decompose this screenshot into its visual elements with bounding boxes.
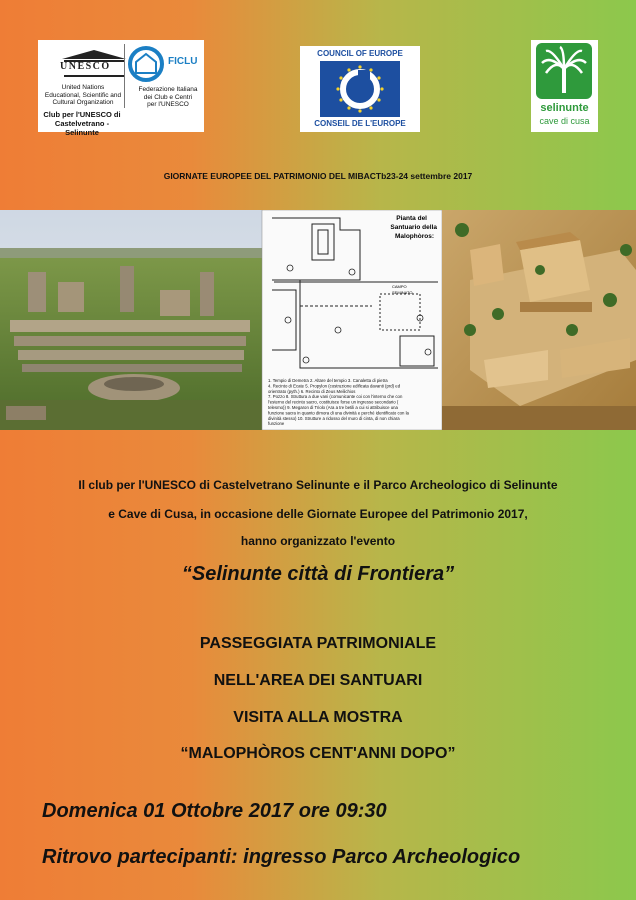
unesco-org-line: Cultural Organization [52, 99, 114, 106]
map-legend-line: funzione [268, 421, 285, 427]
map-legend-line: funzione sacra in quanto dimora di una divinità e perché identificato con la [268, 410, 409, 416]
coe-top-label: COUNCIL OF EUROPE [317, 49, 403, 58]
map-title: Pianta del [396, 215, 427, 222]
ficlu-line: per l'UNESCO [147, 101, 189, 108]
club-name-line: Club per l'UNESCO di [43, 110, 121, 119]
unesco-wordmark: UNESCO [60, 61, 111, 72]
ficlu-line: dei Club e Centri [143, 93, 193, 101]
intro-line: e Cave di Cusa, in occasione delle Giornate Europee del Patrimonio 2017, [108, 507, 528, 521]
map-title: Santuario della [390, 224, 437, 231]
coe-flag-icon [320, 61, 400, 117]
map-legend-line: divinità stesso) 10. Strutture a ridosso del muro di cinta, di non chiara [268, 415, 400, 421]
photo-strip [0, 210, 636, 430]
intro-line: Il club per l'UNESCO di Castelvetrano Selinunte e il Parco Archeologico di Selinunte [78, 478, 558, 492]
ficlu-line: Federazione Italiana [138, 86, 198, 93]
map-legend-line: 1. Tempio di Demetra 2. Altare del tempio 3. Canaletta di pietra [268, 378, 388, 383]
map-legend-line: l'esterno del recinto sacro, costituisce forse un ingresso secondario ( [268, 399, 399, 405]
club-name-line: Castelvetrano - Selinunte [54, 119, 110, 137]
palm-tree-icon [536, 43, 592, 99]
program-line: “MALOPHÒROS CENT'ANNI DOPO” [180, 745, 456, 762]
meeting-point-line: Ritrovo partecipanti: ingresso Parco Archeologico [42, 846, 521, 868]
unesco-org-line: United Nations [61, 84, 105, 91]
date-line: Domenica 01 Ottobre 2017 ore 09:30 [42, 800, 387, 822]
unesco-org-line: Educational, Scientific and [44, 91, 122, 99]
unesco-ficlu-logo [38, 40, 204, 137]
program-line: PASSEGGIATA PATRIMONIALE [199, 635, 437, 652]
map-field-label: CAMPO [392, 284, 407, 289]
map-legend-line: 7. Pozzo 8. Struttura a due vani (comunicante coi con l'interno che con [268, 394, 403, 400]
ficlu-circle-icon [128, 46, 168, 86]
heritage-days-line: GIORNATE EUROPEE DEL PATRIMONIO DEL MIBACTb23-24 settembre 2017 [163, 171, 473, 181]
map-title: Malophòros: [395, 233, 434, 240]
sanctuary-map [262, 210, 442, 430]
cave-di-cusa-label: cave di cusa [539, 116, 590, 126]
council-of-europe-logo [300, 46, 420, 132]
map-legend-line: orientrato (pyth.) 6. Recinto di Zeus Meilichios [268, 388, 356, 394]
program-line: NELL'AREA DEI SANTUARI [213, 672, 423, 689]
intro-line: hanno organizzato l'evento [240, 534, 396, 548]
reconstruction-model-photo [442, 210, 636, 430]
ficlu-wordmark: FICLU [168, 56, 198, 67]
selinunte-cave-di-cusa-logo [531, 40, 598, 132]
coe-bottom-label: CONSEIL DE L'EUROPE [314, 119, 406, 128]
selinunte-wordmark: selinunte [540, 102, 589, 114]
program-line: VISITA ALLA MOSTRA [233, 709, 403, 726]
ruins-photo [0, 210, 262, 430]
map-legend-line: 4. Recinto di Ecate 5. Propylon (costruzione edificata davanti (prd) ed [268, 383, 401, 389]
logo-divider [124, 44, 125, 108]
map-legend-line: telesmo)) 9. Megaron di Triolo (Ara a tre betili a cui si attribuisce una [268, 405, 398, 410]
event-title: “Selinunte città di Frontiera” [181, 563, 455, 585]
map-field-label: SEMINATO [392, 290, 413, 295]
